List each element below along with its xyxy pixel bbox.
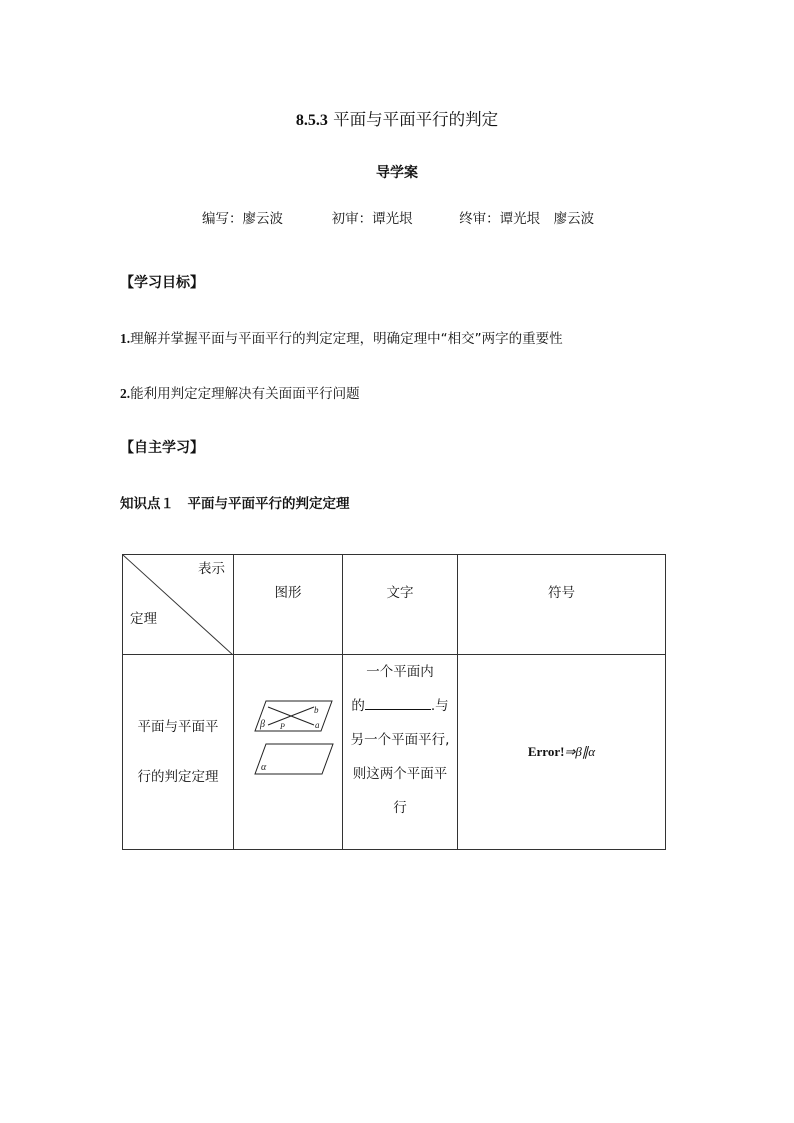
objective-1-text: 理解并掌握平面与平面平行的判定定理，明确定理中“相交”两字的重要性 (130, 331, 563, 347)
objective-2-text: 能利用判定定理解决有关面面平行问题 (130, 386, 360, 402)
text-line2-post: .与 (430, 698, 449, 714)
corner-cell (123, 555, 234, 655)
label-a: a (315, 720, 320, 730)
table-row (123, 655, 666, 850)
objective-2-num: 2. (120, 386, 131, 401)
table-header-row (123, 555, 666, 655)
subtitle: 导学案 (376, 165, 418, 181)
theorem-name-line1: 平面与平面平 (137, 719, 219, 735)
corner-bottom-label: 定理 (130, 611, 157, 627)
objective-1 (120, 327, 563, 347)
text-line2 (343, 689, 457, 723)
symbol-error: Error! (527, 744, 565, 759)
author-reviewer: 初审：谭光垠 (331, 211, 413, 227)
parallel-planes-figure (234, 655, 342, 850)
corner-top-label: 表示 (198, 561, 225, 577)
header-figure: 图形 (234, 555, 343, 655)
text-line2-pre: 的 (351, 698, 365, 714)
text-line3: 另一个平面平行, (350, 732, 450, 748)
header-text: 文字 (343, 555, 458, 655)
header-symbol: 符号 (458, 555, 666, 655)
objective-1-num: 1. (120, 331, 131, 346)
fill-in-blank[interactable] (365, 695, 431, 710)
knowledge-point-title: 知识点１ 平面与平面平行的判定定理 (120, 496, 350, 512)
theorem-table (122, 554, 666, 850)
title-text: 平面与平面平行的判定 (333, 110, 499, 129)
label-alpha: α (261, 762, 267, 773)
title-number: 8.5.3 (295, 112, 328, 129)
text-line4: 则这两个平面平 (352, 766, 448, 782)
label-p: P (280, 722, 285, 731)
text-cell (343, 655, 458, 850)
symbol-expression: ⇒β∥α (564, 744, 596, 759)
author-final: 终审：谭光垠 廖云波 (459, 211, 595, 227)
page-title (0, 106, 794, 130)
objective-2 (120, 382, 360, 402)
authors-line (202, 207, 594, 227)
objectives-heading: 【学习目标】 (120, 275, 204, 291)
label-beta: β (260, 719, 265, 730)
symbol-cell (458, 655, 666, 850)
theorem-name-cell (123, 655, 234, 850)
text-line5: 行 (393, 800, 407, 816)
self-study-heading: 【自主学习】 (120, 440, 204, 456)
figure-cell (234, 655, 343, 850)
theorem-name-line2: 行的判定定理 (137, 769, 219, 785)
author-writer: 编写：廖云波 (202, 211, 283, 227)
text-line1: 一个平面内 (366, 664, 434, 680)
label-b: b (314, 705, 319, 715)
